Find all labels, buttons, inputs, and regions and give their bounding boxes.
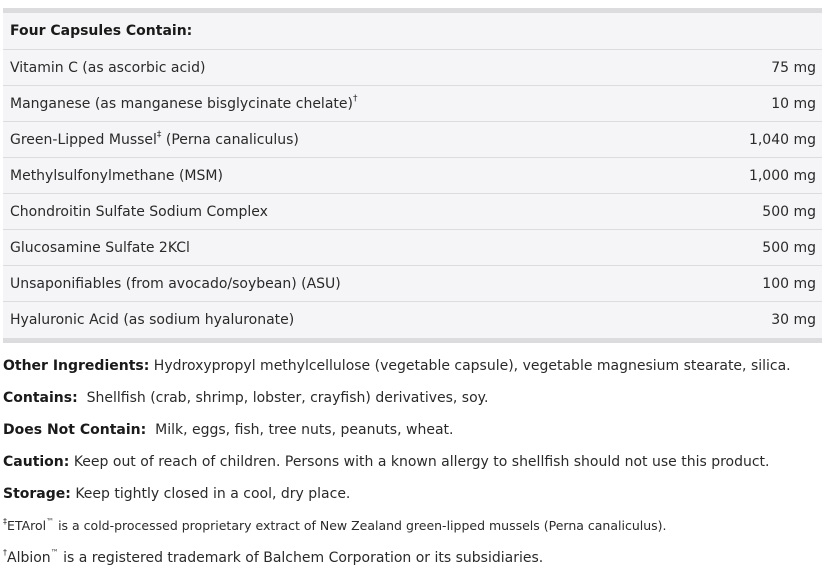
other-ingredients-label: Other Ingredients: [3, 358, 150, 374]
ingredient-amount: 1,040 mg [748, 132, 816, 148]
footnote-mark: † [352, 94, 358, 105]
caution-note: Caution: Keep out of reach of children. Persons with a known allergy to shellfish should not use this product. [3, 454, 770, 470]
ingredient-amount: 500 mg [762, 204, 816, 220]
does-not-contain-note: Does Not Contain: Milk, eggs, fish, tree nuts, peanuts, wheat. [3, 422, 454, 438]
ingredient-amount: 1,000 mg [748, 168, 816, 184]
table-row [3, 302, 822, 338]
contains-label: Contains: [3, 390, 78, 406]
ingredient-name: Vitamin C (as ascorbic acid) [10, 60, 206, 76]
table-header: Four Capsules Contain: [3, 13, 822, 50]
ingredient-name: Methylsulfonylmethane (MSM) [10, 168, 223, 184]
does-not-contain-label: Does Not Contain: [3, 422, 147, 438]
other-ingredients: Other Ingredients: Hydroxypropyl methylcellulose (vegetable capsule), vegetable magnesium stearate, silica. [3, 358, 791, 374]
contains-note: Contains: Shellfish (crab, shrimp, lobster, crayfish) derivatives, soy. [3, 390, 489, 406]
footnote-albion: †Albion™ is a registered trademark of Balchem Corporation or its subsidiaries. [3, 548, 544, 566]
supplement-facts-table [3, 8, 822, 343]
storage-label: Storage: [3, 486, 71, 502]
ingredient-amount: 100 mg [762, 276, 816, 292]
ingredient-name: Unsaponifiables (from avocado/soybean) (ASU) [10, 276, 341, 292]
ingredient-amount: 10 mg [771, 96, 816, 112]
table-row [3, 194, 822, 230]
ingredient-amount: 75 mg [771, 60, 816, 76]
table-row [3, 158, 822, 194]
footnote-etarol: ‡ETArol™ is a cold-processed proprietary extract of New Zealand green-lipped mussels (Perna canaliculus). [3, 516, 667, 533]
table-row [3, 50, 822, 86]
ingredient-name: Chondroitin Sulfate Sodium Complex [10, 204, 268, 220]
ingredient-amount: 30 mg [771, 312, 816, 328]
table-row [3, 122, 822, 158]
ingredient-name: Glucosamine Sulfate 2KCl [10, 240, 190, 256]
footnote-mark: ‡ [156, 130, 162, 141]
product-notes [3, 350, 823, 574]
ingredient-name: Green-Lipped Mussel‡ (Perna canaliculus) [10, 130, 299, 148]
storage-note: Storage: Keep tightly closed in a cool, dry place. [3, 486, 351, 502]
ingredient-name: Hyaluronic Acid (as sodium hyaluronate) [10, 312, 295, 328]
table-row [3, 266, 822, 302]
ingredient-name: Manganese (as manganese bisglycinate chelate)† [10, 94, 358, 112]
table-row [3, 86, 822, 122]
ingredient-amount: 500 mg [762, 240, 816, 256]
table-row [3, 230, 822, 266]
caution-label: Caution: [3, 454, 70, 470]
